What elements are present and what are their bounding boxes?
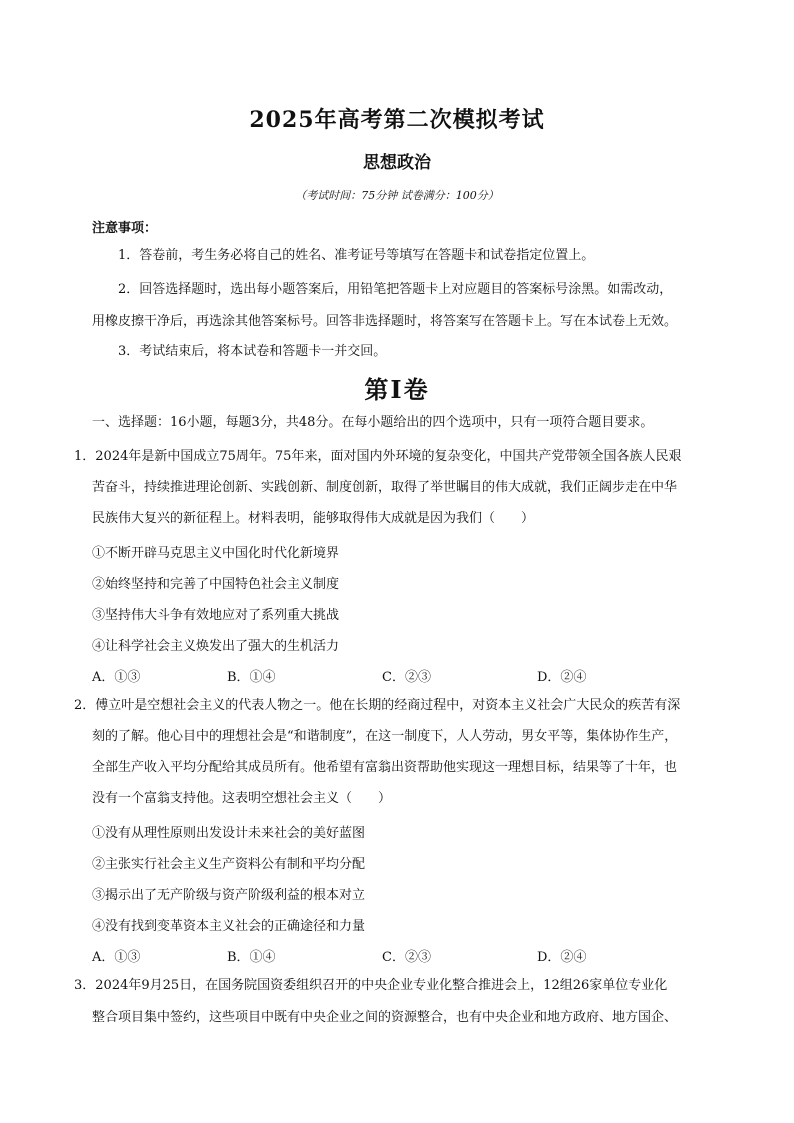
question-2-line: 2．傅立叶是空想社会主义的代表人物之一。他在长期的经商过程中，对资本主义社会广大民众的疾苦有深: [74, 698, 681, 713]
exam-title: 2025年高考第二次模拟考试: [249, 107, 545, 133]
question-1-choice-b: B．①④: [227, 670, 276, 685]
question-1-choice-a: A．①③: [92, 670, 141, 685]
question-1-statement: ①不断开辟马克思主义中国化时代化新境界: [92, 546, 340, 561]
question-1-statement: ④让科学社会主义焕发出了强大的生机活力: [92, 639, 340, 654]
question-2-choice-c: C．②③: [382, 950, 431, 965]
note-item: 3．考试结束后，将本试卷和答题卡一并交回。: [118, 344, 387, 359]
question-2-line: 全部生产收入平均分配给其成员所有。他希望有富翁出资帮助他实现这一理想目标，结果等了十年，也: [92, 760, 678, 775]
question-2-statement: ②主张实行社会主义生产资料公有制和平均分配: [92, 857, 366, 872]
question-1-line: 1．2024年是新中国成立75周年。75年来，面对国内外环境的复杂变化，中国共产党带领全国各族人民艰: [74, 449, 682, 464]
subject-title: 思想政治: [363, 153, 431, 173]
question-1-line: 苦奋斗，持续推进理论创新、实践创新、制度创新，取得了举世瞩目的伟大成就，我们正阔步走在中华: [92, 480, 678, 495]
note-item: 2．回答选择题时，选出每小题答案后，用铅笔把答题卡上对应题目的答案标号涂黑。如需改动，: [118, 282, 673, 297]
question-2-statement: ①没有从理性原则出发设计未来社会的美好蓝图: [92, 826, 366, 841]
question-2-choice-a: A．①③: [92, 950, 141, 965]
question-2-statement: ④没有找到变革资本主义社会的正确途径和力量: [92, 919, 366, 934]
question-1-statement: ②始终坚持和完善了中国特色社会主义制度: [92, 577, 340, 592]
question-2-choice-b: B．①④: [227, 950, 276, 965]
section-title: 第Ⅰ卷: [364, 375, 430, 404]
notes-heading: 注意事项：: [92, 221, 158, 236]
question-2-line: 刻的了解。他心目中的理想社会是“和谐制度”，在这一制度下，人人劳动，男女平等，集体协作生产，: [92, 729, 678, 744]
question-1-statement: ③坚持伟大斗争有效地应对了系列重大挑战: [92, 608, 340, 623]
note-item: 1．答卷前，考生务必将自己的姓名、准考证号等填写在答题卡和试卷指定位置上。: [118, 248, 595, 263]
question-1-choice-d: D．②④: [537, 670, 587, 685]
section-instruction: 一、选择题：16小题，每题3分，共48分。在每小题给出的四个选项中，只有一项符合题目要求。: [92, 415, 654, 430]
question-3-line: 整合项目集中签约，这些项目中既有中央企业之间的资源整合，也有中央企业和地方政府、地方国企、: [92, 1010, 678, 1025]
question-3-line: 3．2024年9月25日，在国务院国资委组织召开的中央企业专业化整合推进会上，12组26家单位专业化: [74, 978, 668, 993]
question-1-line: 民族伟大复兴的新征程上。材料表明，能够取得伟大成就是因为我们（ ）: [92, 511, 535, 526]
question-2-line: 没有一个富翁支持他。这表明空想社会主义（ ）: [92, 791, 392, 806]
exam-info: （考试时间：75分钟 试卷满分：100分）: [295, 189, 499, 202]
question-1-choice-c: C．②③: [382, 670, 431, 685]
note-item-continued: 用橡皮擦干净后，再选涂其他答案标号。回答非选择题时，将答案写在答题卡上。写在本试卷上无效。: [92, 314, 678, 329]
question-2-statement: ③揭示出了无产阶级与资产阶级利益的根本对立: [92, 888, 366, 903]
question-2-choice-d: D．②④: [537, 950, 587, 965]
